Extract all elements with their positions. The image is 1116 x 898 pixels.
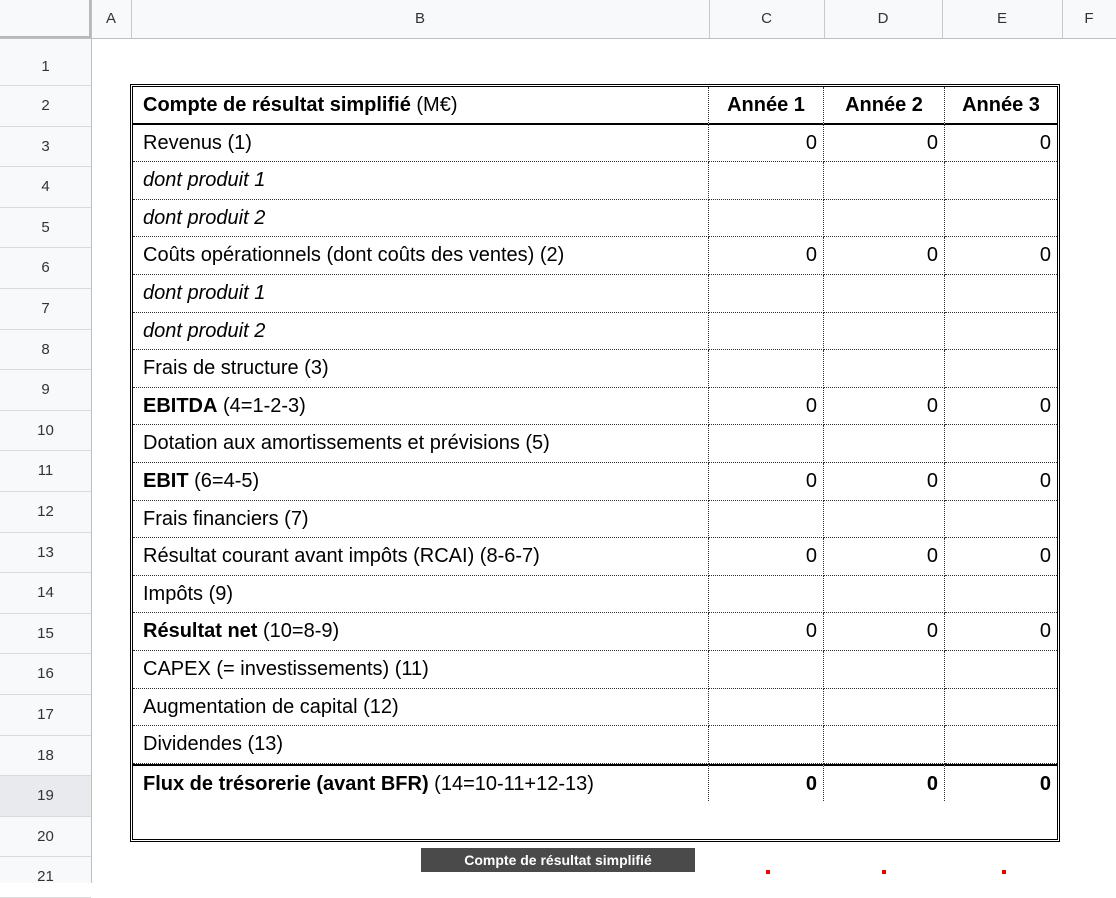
value-cell[interactable]: [709, 275, 824, 313]
value-cell[interactable]: 0: [824, 463, 945, 501]
row-header-21[interactable]: 21: [0, 857, 91, 898]
row-label-cell[interactable]: [133, 689, 709, 727]
value-cell[interactable]: [709, 576, 824, 614]
row-header-4[interactable]: 4: [0, 167, 91, 208]
value-cell[interactable]: 0: [945, 388, 1057, 426]
value-cell[interactable]: 0: [945, 764, 1057, 802]
value-cell[interactable]: 0: [824, 237, 945, 275]
row-label: Impôts (9): [143, 582, 234, 605]
value-cell[interactable]: [824, 501, 945, 539]
row-label: Résultat courant avant impôts (RCAI) (8-6-7): [143, 545, 540, 568]
row-label: Frais de structure (3): [143, 357, 329, 380]
row-header-13[interactable]: 13: [0, 533, 91, 574]
table-title-unit: (M€): [410, 94, 458, 116]
table-title-cell[interactable]: [133, 87, 709, 125]
value-cell[interactable]: [709, 313, 824, 351]
row-header-14[interactable]: 14: [0, 573, 91, 614]
value-cell[interactable]: 0: [824, 764, 945, 802]
row-label: Revenus (1): [143, 131, 252, 154]
row-header-16[interactable]: 16: [0, 654, 91, 695]
value-cell[interactable]: [945, 200, 1057, 238]
row-header-12[interactable]: 12: [0, 492, 91, 533]
row-header-11[interactable]: 11: [0, 451, 91, 492]
value-cell[interactable]: 0: [709, 125, 824, 163]
value-cell[interactable]: [824, 350, 945, 388]
row-label: dont produit 2: [143, 206, 266, 229]
red-marker: [882, 870, 886, 874]
row-header-6[interactable]: 6: [0, 248, 91, 289]
value-cell[interactable]: 0: [709, 237, 824, 275]
value-cell[interactable]: 0: [945, 237, 1057, 275]
value-cell[interactable]: [945, 425, 1057, 463]
row-label-bold: Résultat net: [143, 620, 258, 643]
row-label-cell[interactable]: [133, 162, 709, 200]
column-header-a[interactable]: A: [91, 0, 132, 38]
row-label-cell[interactable]: [133, 726, 709, 764]
row-label-cell[interactable]: [133, 764, 709, 802]
value-cell[interactable]: 0: [709, 538, 824, 576]
row-label: Coûts opérationnels (dont coûts des ventes) (2): [143, 244, 565, 267]
value-cell[interactable]: [709, 162, 824, 200]
row-label-bold: EBIT: [143, 470, 189, 492]
value-cell[interactable]: [824, 651, 945, 689]
value-cell[interactable]: 0: [709, 613, 824, 651]
row-header-7[interactable]: 7: [0, 289, 91, 330]
row-label-cell[interactable]: [133, 463, 709, 501]
value-cell[interactable]: [709, 501, 824, 539]
value-cell[interactable]: [945, 576, 1057, 614]
value-cell[interactable]: 0: [945, 538, 1057, 576]
value-cell[interactable]: [945, 350, 1057, 388]
value-cell[interactable]: [824, 425, 945, 463]
row-header-9[interactable]: 9: [0, 370, 91, 411]
row-header-15[interactable]: 15: [0, 614, 91, 655]
value-cell[interactable]: [945, 313, 1057, 351]
value-cell[interactable]: [824, 726, 945, 764]
value-cell[interactable]: [945, 162, 1057, 200]
value-cell[interactable]: 0: [709, 388, 824, 426]
column-header-d[interactable]: D: [824, 0, 943, 38]
row-label-cell[interactable]: [133, 425, 709, 463]
year-header-2[interactable]: Année 2: [824, 87, 945, 125]
year-header-3[interactable]: Année 3: [945, 87, 1057, 125]
value-cell[interactable]: [945, 726, 1057, 764]
row-label: Augmentation de capital (12): [143, 695, 399, 718]
value-cell[interactable]: [824, 576, 945, 614]
column-header-c[interactable]: C: [709, 0, 825, 38]
value-cell[interactable]: [824, 689, 945, 727]
row-label-cell[interactable]: [133, 313, 709, 351]
value-cell[interactable]: [709, 425, 824, 463]
row-header-3[interactable]: 3: [0, 127, 91, 168]
row-header-19[interactable]: 19: [0, 776, 91, 817]
row-label: CAPEX (= investissements) (11): [143, 658, 429, 680]
row-label-bold: EBITDA: [143, 394, 218, 417]
table-title: Compte de résultat simplifié: [143, 94, 411, 116]
income-statement-table: [130, 84, 1060, 842]
row-label-cell[interactable]: [133, 651, 709, 689]
red-marker: [766, 870, 770, 874]
value-cell[interactable]: 0: [824, 613, 945, 651]
column-header-b[interactable]: B: [131, 0, 710, 38]
value-cell[interactable]: 0: [709, 764, 824, 802]
row-label: Dotation aux amortissements et prévisions (5): [143, 432, 550, 455]
row-label-cell[interactable]: [133, 388, 709, 426]
row-label-cell[interactable]: [133, 538, 709, 576]
row-label-cell[interactable]: [133, 237, 709, 275]
value-cell[interactable]: 0: [824, 125, 945, 163]
row-header-2[interactable]: 2: [0, 86, 91, 127]
value-cell[interactable]: [709, 200, 824, 238]
row-label: (10=8-9): [257, 620, 340, 643]
row-label: Dividendes (13): [143, 733, 284, 756]
sheet-tab-tooltip[interactable]: Compte de résultat simplifié: [421, 848, 695, 872]
row-header-18[interactable]: 18: [0, 736, 91, 777]
row-label-cell[interactable]: [133, 275, 709, 313]
select-all-corner[interactable]: [0, 0, 92, 38]
value-cell[interactable]: [824, 313, 945, 351]
value-cell[interactable]: [709, 651, 824, 689]
value-cell[interactable]: [709, 726, 824, 764]
value-cell[interactable]: 0: [824, 538, 945, 576]
row-label: Frais financiers (7): [143, 507, 309, 530]
row-header-17[interactable]: 17: [0, 695, 91, 736]
row-label-cell[interactable]: [133, 125, 709, 163]
column-header-f[interactable]: F: [1062, 0, 1116, 38]
value-cell[interactable]: [945, 651, 1057, 689]
row-header-10[interactable]: 10: [0, 411, 91, 452]
column-header-bar: [0, 0, 1116, 39]
value-cell[interactable]: 0: [945, 613, 1057, 651]
row-label: (4=1-2-3): [217, 394, 306, 417]
row-label-cell[interactable]: [133, 576, 709, 614]
value-cell[interactable]: [945, 689, 1057, 727]
row-header-1[interactable]: 1: [0, 39, 91, 86]
row-label-cell[interactable]: [133, 613, 709, 651]
value-cell[interactable]: [824, 162, 945, 200]
row-header-5[interactable]: 5: [0, 208, 91, 249]
value-cell[interactable]: [945, 501, 1057, 539]
row-header-8[interactable]: 8: [0, 330, 91, 371]
row-header-bar: [0, 39, 92, 886]
value-cell[interactable]: [945, 275, 1057, 313]
row-label: dont produit 1: [143, 282, 266, 304]
year-header-1[interactable]: Année 1: [709, 87, 824, 125]
row-label-cell[interactable]: [133, 501, 709, 539]
row-label-cell[interactable]: [133, 350, 709, 388]
column-header-e[interactable]: E: [942, 0, 1063, 38]
value-cell[interactable]: [709, 689, 824, 727]
row-header-20[interactable]: 20: [0, 817, 91, 858]
row-label: (14=10-11+12-13): [428, 772, 594, 795]
row-label-bold: Flux de trésorerie (avant BFR): [143, 772, 429, 795]
value-cell[interactable]: 0: [709, 463, 824, 501]
row-label: dont produit 2: [143, 319, 266, 342]
value-cell[interactable]: 0: [945, 125, 1057, 163]
value-cell[interactable]: 0: [824, 388, 945, 426]
row-label: dont produit 1: [143, 169, 266, 192]
value-cell[interactable]: 0: [945, 463, 1057, 501]
row-label: (6=4-5): [188, 470, 260, 492]
value-cell[interactable]: [824, 200, 945, 238]
row-label-cell[interactable]: [133, 200, 709, 238]
value-cell[interactable]: [709, 350, 824, 388]
red-marker: [1002, 870, 1006, 874]
value-cell[interactable]: [824, 275, 945, 313]
